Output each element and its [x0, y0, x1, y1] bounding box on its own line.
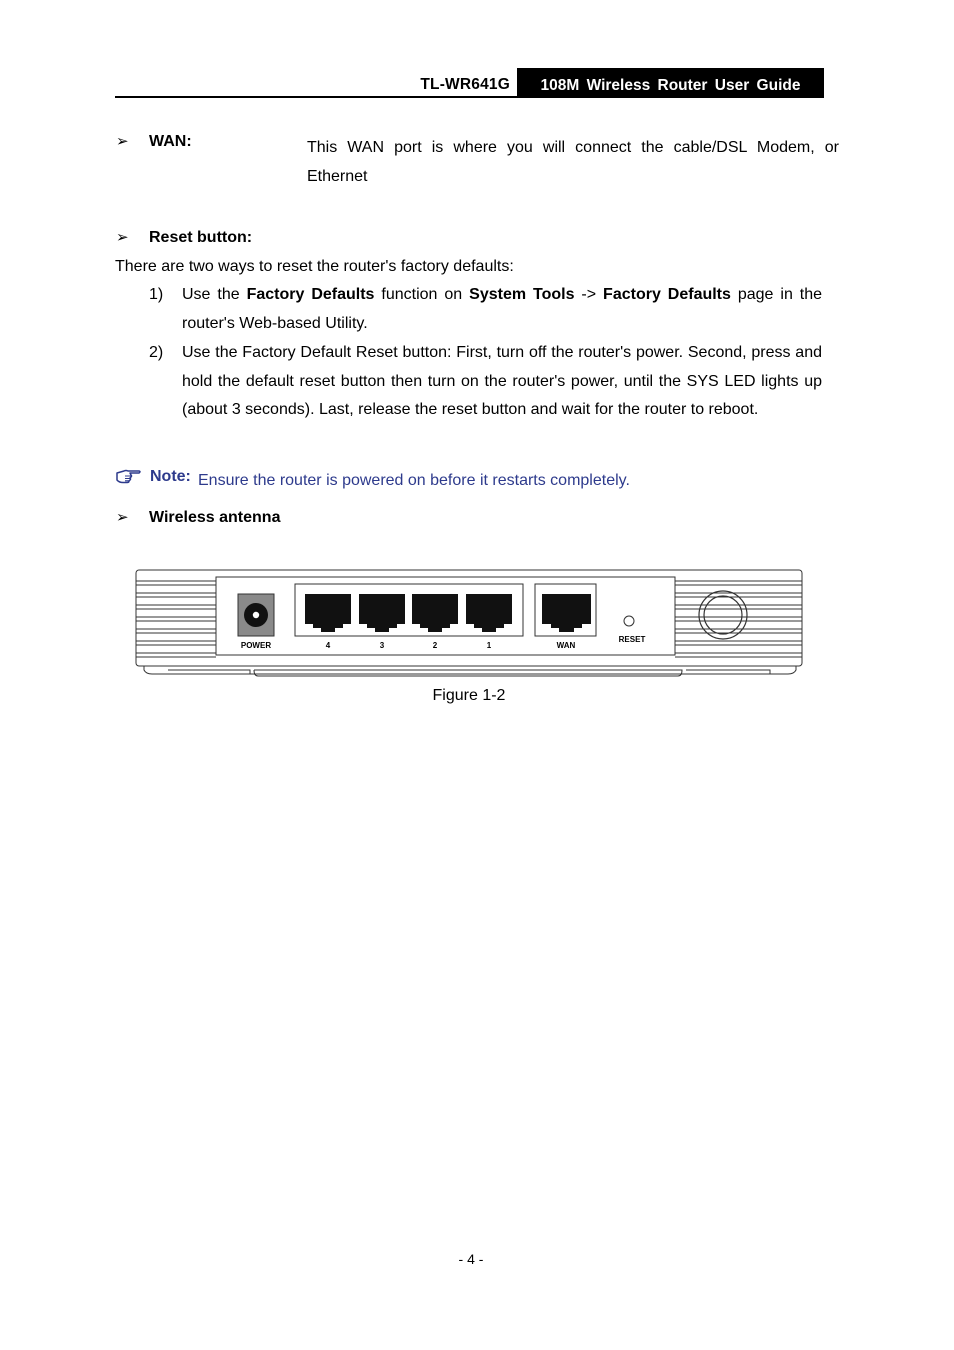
header-rule: [115, 96, 824, 98]
lan1-port-label: 1: [486, 641, 492, 650]
wan-bullet-icon: ➢: [116, 133, 129, 150]
antenna-bullet-icon: ➢: [116, 509, 129, 526]
antenna-label: Wireless antenna: [149, 509, 281, 526]
pointing-hand-icon: [116, 468, 142, 489]
reset-item-2-text: Use the Factory Default Reset button: First, turn off the router's power. Second, press and hold the default reset button then turn on the router's power, until the SYS LED lights up (about 3 seconds). Last, release the reset button and wait for the router to reboot.: [182, 344, 822, 419]
note-label: Note:: [150, 468, 191, 485]
power-port-label: POWER: [240, 641, 272, 650]
wan-port-label: WAN: [556, 641, 576, 650]
header-guide-title-box: [517, 68, 824, 98]
lan2-port-label: 2: [432, 641, 438, 650]
factory-defaults-page-term: Factory Defaults: [603, 286, 731, 303]
reset-item-2-number: 2): [149, 344, 164, 361]
lan3-port-label: 3: [379, 641, 385, 650]
note-text: Ensure the router is powered on before it restarts completely.: [198, 472, 630, 489]
reset-label: Reset button:: [149, 229, 253, 246]
header-model: TL-WR641G: [420, 76, 510, 93]
lan4-port-label: 4: [325, 641, 331, 650]
page-number: - 4 -: [458, 1251, 484, 1267]
reset-bullet-icon: ➢: [116, 229, 129, 246]
wan-description: This WAN port is where you will connect the cable/DSL Modem, or Ethernet: [307, 139, 839, 185]
header-guide-title: 108M Wireless Router User Guide: [540, 77, 801, 94]
factory-defaults-term: Factory Defaults: [246, 286, 375, 303]
figure-caption: Figure 1-2: [432, 687, 506, 704]
reset-hole-label: RESET: [618, 635, 646, 644]
wan-label: WAN:: [149, 133, 192, 150]
system-tools-term: System Tools: [469, 286, 575, 303]
reset-item-1-number: 1): [149, 286, 164, 303]
router-rear-panel-figure: [130, 566, 810, 686]
reset-item-1-text: Use the Factory Defaults function on System Tools -> Factory Defaults page in the router's Web-based Utility.: [182, 286, 823, 332]
reset-intro: There are two ways to reset the router's factory defaults:: [115, 258, 514, 275]
